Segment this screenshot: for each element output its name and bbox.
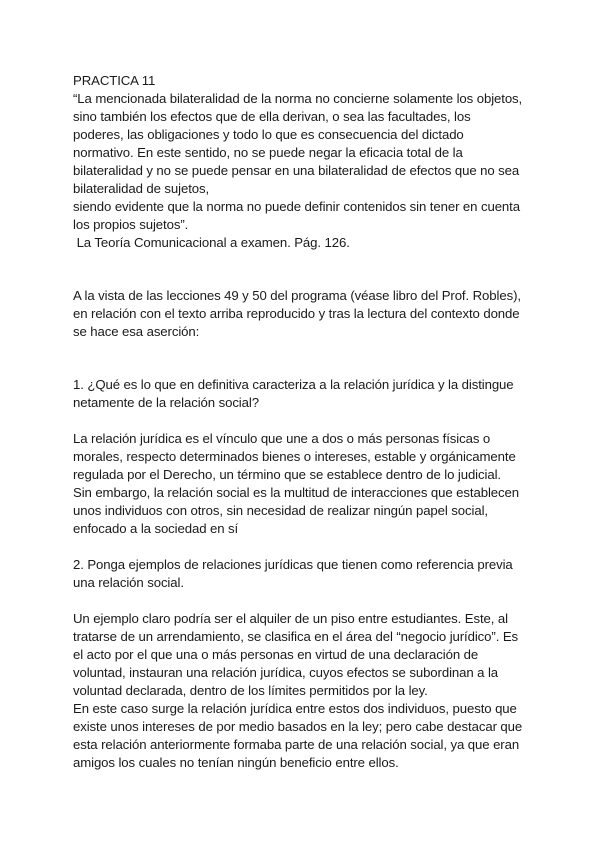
answer-2-line: el acto por el que una o más personas en virtud de una declaración de [73,647,479,662]
answer-1-line: Sin embargo, la relación social es la multitud de interacciones que establecen [73,485,519,500]
question-1-line: 1. ¿Qué es lo que en definitiva caracteriza a la relación jurídica y la distingue [73,377,514,392]
answer-2-line: amigos los cuales no tenían ningún beneficio entre ellos. [73,755,399,770]
question-1-line: netamente de la relación social? [73,395,259,410]
quote-line: poderes, las obligaciones y todo lo que es consecuencia del dictado [73,127,464,142]
question-2-line: una relación social. [73,575,184,590]
intro-line: en relación con el texto arriba reproducido y tras la lectura del contexto donde [73,306,520,321]
quote-line: sino también los efectos que de ella derivan, o sea las facultades, los [73,109,471,124]
answer-1-line: regulada por el Derecho, un término que se establece dentro de lo judicial. [73,467,501,482]
answer-1-line: enfocado a la sociedad en sí [73,521,239,536]
intro-line: se hace esa aserción: [73,324,200,339]
intro-line: A la vista de las lecciones 49 y 50 del programa (véase libro del Prof. Robles), [73,288,521,303]
answer-2-line: tratarse de un arrendamiento, se clasifica en el área del “negocio jurídico”. Es [73,629,519,644]
answer-1-line: unos individuos con otros, sin necesidad de realizar ningún papel social, [73,503,488,518]
quote-line: bilateralidad de sujetos, [73,181,210,196]
quote-line: bilateralidad y no se puede pensar en una bilateralidad de efectos que no sea [73,163,520,178]
answer-1-line: morales, respecto determinados bienes o intereses, estable y orgánicamente [73,449,516,464]
quote-line: siendo evidente que la norma no puede definir contenidos sin tener en cuenta [73,199,520,214]
quote-line: “La mencionada bilateralidad de la norma no concierne solamente los objetos, [73,91,523,106]
answer-2-line: En este caso surge la relación jurídica entre estos dos individuos, puesto que [73,701,517,716]
quote-line: normativo. En este sentido, no se puede negar la eficacia total de la [73,145,463,160]
answer-2-line: voluntad declarada, dentro de los límites permitidos por la ley. [73,683,428,698]
quote-source: La Teoría Comunicacional a examen. Pág. 126. [73,235,350,250]
answer-2-line: voluntad, instauran una relación jurídica, cuyos efectos se subordinan a la [73,665,499,680]
answer-2-line: esta relación anteriormente formaba parte de una relación social, ya que eran [73,737,520,752]
answer-2-line: Un ejemplo claro podría ser el alquiler de un piso entre estudiantes. Este, al [73,611,508,626]
document-title: PRACTICA 11 [73,73,156,88]
quote-line: los propios sujetos”. [73,217,189,232]
question-2-line: 2. Ponga ejemplos de relaciones jurídicas que tienen como referencia previa [73,557,513,572]
answer-1-line: La relación jurídica es el vínculo que une a dos o más personas físicas o [73,431,491,446]
answer-2-line: existe unos intereses de por medio basados en la ley; pero cabe destacar que [73,719,523,734]
